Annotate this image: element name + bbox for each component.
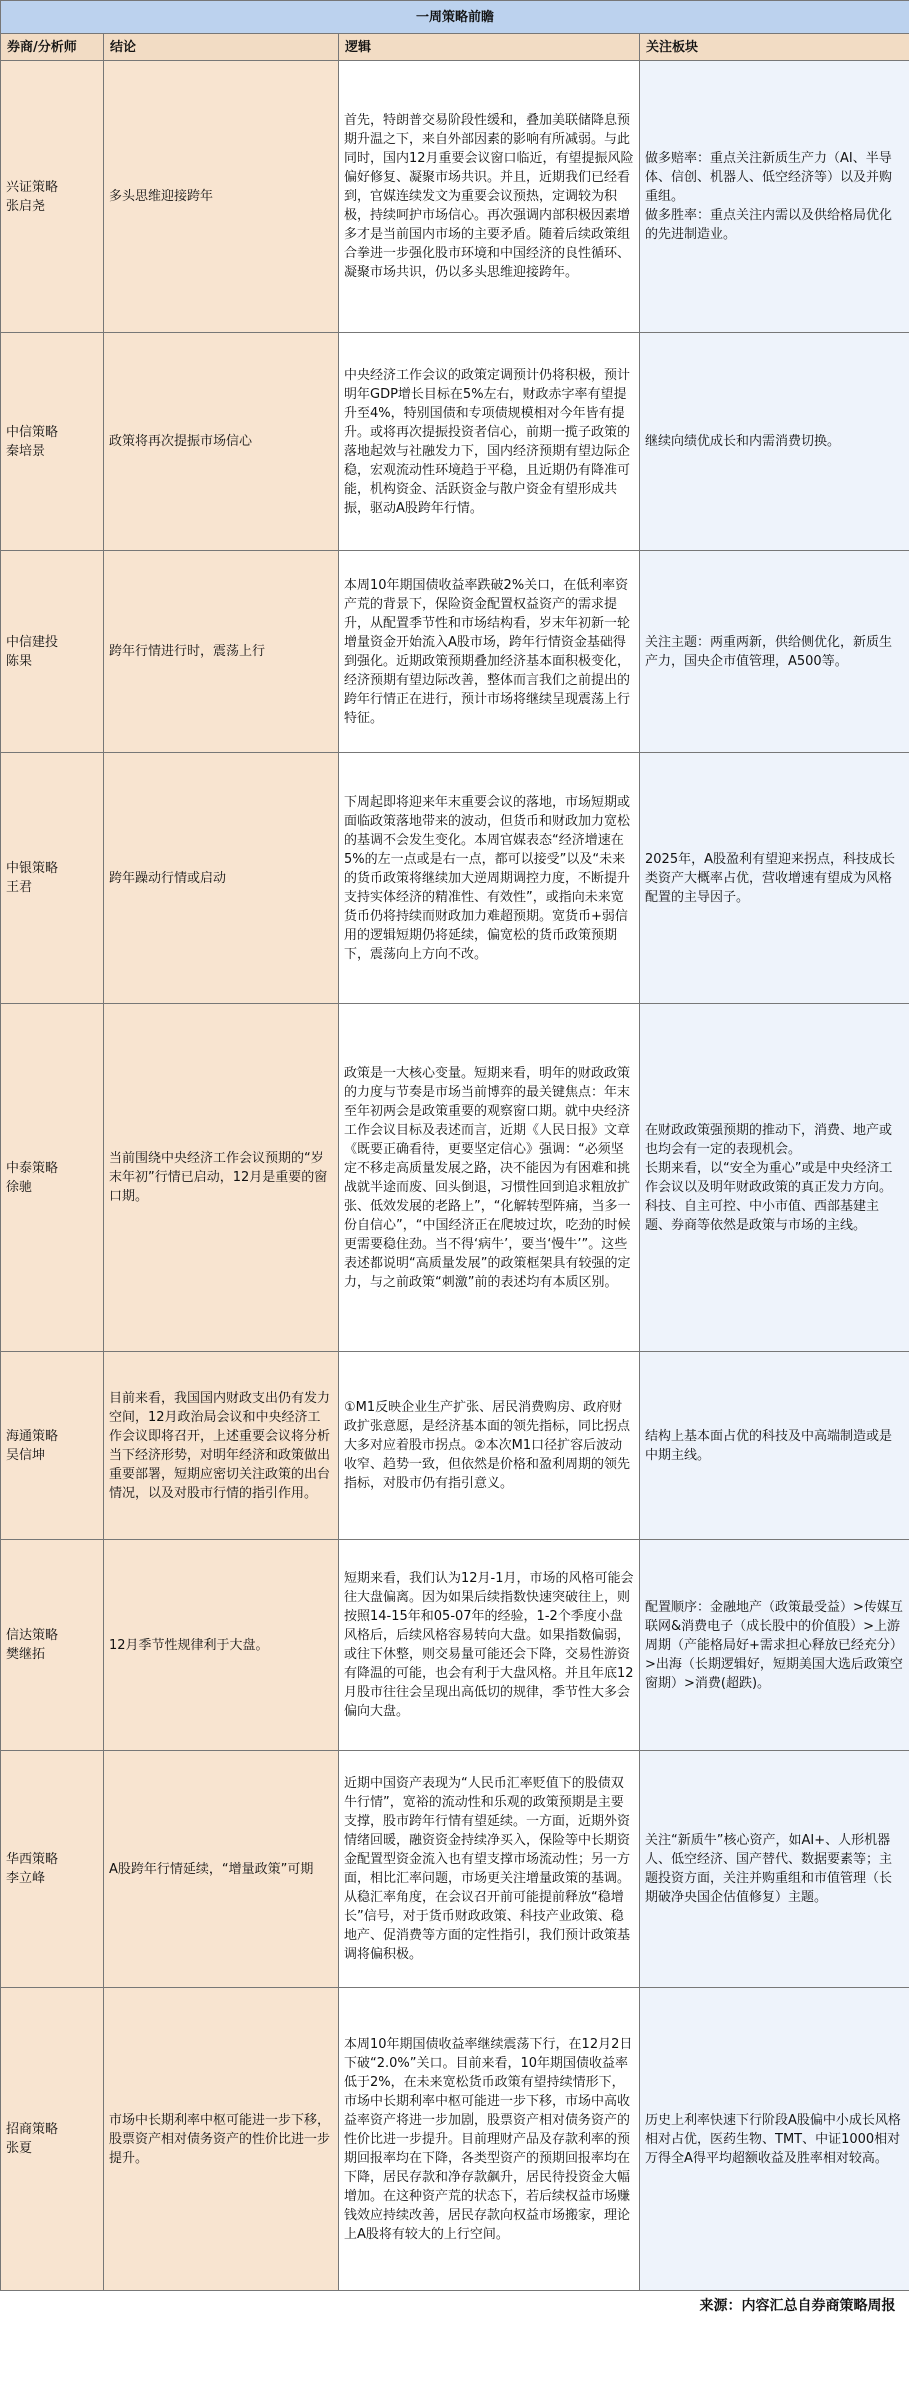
analyst-name: 张启尧 (6, 198, 46, 214)
conclusion-cell: 多头思维迎接跨年 (104, 61, 339, 333)
sector-line: 长期来看，以“安全为重心”或是中央经济工作会议以及明年财政政策的真正发力方向。科技、自主可控、中小市值、西部基建主题、券商等依然是政策与市场的主线。 (645, 1160, 893, 1233)
sector-line: 2025年，A股盈利有望迎来拐点，科技成长类资产大概率占优，营收增速有望成为风格配置的主导因子。 (645, 851, 895, 905)
analyst-name: 吴信坤 (6, 1447, 46, 1463)
sector-line: 在财政政策强预期的推动下，消费、地产或也均会有一定的表现机会。 (645, 1122, 893, 1157)
broker-cell (1, 1540, 104, 1751)
table-row (1, 1540, 909, 1751)
table-title: 一周策略前瞻 (1, 1, 909, 34)
sector-cell (640, 551, 909, 753)
sector-line: 做多胜率：重点关注内需以及供给格局优化的先进制造业。 (645, 208, 893, 242)
sector-cell (640, 1352, 909, 1540)
logic-cell: 中央经济工作会议的政策定调预计仍将积极，预计明年GDP增长目标在5%左右，财政赤字率有望提升至4%，特别国债和专项债规模相对今年皆有提升。或将再次提振投资者信心，前期一揽子政策的落地起效与社融发力下，国内经济预期有望边际企稳，宏观流动性环境趋于平稳，且近期仍有降准可能，机构资金、活跃资金与散户资金有望形成共振，驱动A股跨年行情。 (339, 333, 640, 551)
broker-name: 华西策略 (6, 1852, 59, 1867)
header-sector: 关注板块 (640, 34, 909, 61)
logic-cell: 本周10年期国债收益率继续震荡下行，在12月2日下破“2.0%”关口。目前来看，10年期国债收益率低于2%，在未来宽松货币政策有望持续情形下，市场中长期利率中枢可能进一步下移，市场中高收益率资产将进一步加剧，股票资产相对债务资产的性价比进一步提升。目前理财产品及存款利率的预期回报率均在下降，各类型资产的预期回报率均在下降，居民存款和净存款飙升，居民待投资金大幅增加。在这种资产荒的状态下，若后续权益市场赚钱效应持续改善，居民存款向权益市场搬家，理论上A股将有较大的上行空间。 (339, 1988, 640, 2291)
sector-cell (640, 1988, 909, 2291)
logic-cell: 政策是一大核心变量。短期来看，明年的财政政策的力度与节奏是市场当前博弈的最关键焦点：年末至年初两会是政策重要的观察窗口期。就中央经济工作会议目标及表述而言，近期《人民日报》文章《既要正确看待，更要坚定信心》强调：“必须坚定不移走高质量发展之路，决不能因为有困难和挑战就半途而废、回头倒退，习惯性回到追求粗放扩张、低效发展的老路上”，“化解转型阵痛，当多一份自信心”，“中国经济正在爬坡过坎，吃劲的时候更需要稳住劲。当不得‘病牛’，要当‘慢牛’”。这些表述都说明“高质量发展”的政策框架具有较强的定力，与之前政策“刺激”前的表述均有本质区别。 (339, 1004, 640, 1352)
analyst-name: 王君 (6, 880, 33, 895)
footer-row (1, 2291, 909, 2322)
sector-line: 继续向绩优成长和内需消费切换。 (645, 434, 841, 449)
header-row (1, 34, 909, 61)
sector-cell (640, 333, 909, 551)
broker-name: 中银策略 (6, 861, 59, 876)
sector-line: 关注主题：两重两新，供给侧优化，新质生产力，国央企市值管理，A500等。 (645, 634, 893, 669)
sector-cell (640, 753, 909, 1004)
table-row (1, 551, 909, 753)
table-row (1, 61, 909, 333)
sector-cell (640, 1751, 909, 1988)
analyst-name: 樊继拓 (6, 1647, 46, 1662)
header-broker: 券商/分析师 (1, 34, 104, 61)
broker-cell (1, 753, 104, 1004)
sector-cell (640, 1540, 909, 1751)
sector-line: 历史上利率快速下行阶段A股偏中小成长风格相对占优，医药生物、TMT、中证1000相对万得全A得平均超额收益及胜率相对较高。 (645, 2112, 901, 2166)
logic-cell: 近期中国资产表现为“人民币汇率贬值下的股债双牛行情”，宽裕的流动性和乐观的政策预期是主要支撑，股市跨年行情有望延续。一方面，近期外资情绪回暖，融资资金持续净买入，保险等中长期资金配置型资金流入也有望支撑市场流动性；另一方面，相比汇率问题，市场更关注增量政策的基调。从稳汇率角度，在会议召开前可能提前释放“稳增长”信号，对于货币财政政策、科技产业政策、稳地产、促消费等方面的定性指引，我们预计政策基调将偏积极。 (339, 1751, 640, 1988)
broker-cell (1, 1004, 104, 1352)
logic-cell: 短期来看，我们认为12月-1月，市场的风格可能会往大盘偏离。因为如果后续指数快速突破往上，则按照14-15年和05-07年的经验，1-2个季度小盘风格后，后续风格容易转向大盘。如果指数偏弱，或往下休整，则交易量可能还会下降，交易性游资有降温的可能，也会有利于大盘风格。并且年底12月股市往往会呈现出高低切的规律，季节性大多会偏向大盘。 (339, 1540, 640, 1751)
conclusion-cell: 跨年行情进行时，震荡上行 (104, 551, 339, 753)
broker-name: 招商策略 (6, 2122, 59, 2137)
broker-name: 信达策略 (6, 1628, 59, 1643)
broker-cell (1, 551, 104, 753)
sector-line: 关注“新质牛”核心资产，如AI+、人形机器人、低空经济、国产替代、数据要素等；主题投资方面，关注并购重组和市值管理（长期破净央国企估值修复）主题。 (645, 1833, 893, 1905)
header-logic: 逻辑 (339, 34, 640, 61)
analyst-name: 秦培景 (6, 443, 46, 459)
table-row (1, 1352, 909, 1540)
conclusion-cell: 目前来看，我国国内财政支出仍有发力空间，12月政治局会议和中央经济工作会议即将召开，上述重要会议将分析当下经济形势，对明年经济和政策做出重要部署，短期应密切关注政策的出台情况，以及对股市行情的指引作用。 (104, 1352, 339, 1540)
conclusion-cell: 政策将再次提振市场信心 (104, 333, 339, 551)
logic-cell: 首先，特朗普交易阶段性缓和，叠加美联储降息预期升温之下，来自外部因素的影响有所减弱。与此同时，国内12月重要会议窗口临近，有望提振风险偏好修复、凝聚市场共识。并且，近期我们已经看到，官媒连续发文为重要会议预热，定调较为积极，持续呵护市场信心。再次强调内部积极因素增多才是当前国内市场的主要矛盾。随着后续政策组合拳进一步强化股市环境和中国经济的良性循环、凝聚市场共识，仍以多头思维迎接跨年。 (339, 61, 640, 333)
conclusion-cell: 当前围绕中央经济工作会议预期的“岁末年初”行情已启动，12月是重要的窗口期。 (104, 1004, 339, 1352)
analyst-name: 李立峰 (6, 1871, 46, 1886)
source-note: 来源：内容汇总自券商策略周报 (1, 2291, 909, 2322)
broker-name: 海通策略 (6, 1428, 59, 1444)
table-row (1, 753, 909, 1004)
sector-line: 结构上基本面占优的科技及中高端制造或是中期主线。 (645, 1428, 893, 1463)
table-row (1, 1751, 909, 1988)
conclusion-cell: A股跨年行情延续，“增量政策”可期 (104, 1751, 339, 1988)
broker-cell (1, 1352, 104, 1540)
broker-name: 中信策略 (6, 424, 59, 440)
analyst-name: 徐驰 (6, 1179, 33, 1195)
sector-cell (640, 1004, 909, 1352)
broker-cell (1, 333, 104, 551)
analyst-name: 陈果 (6, 653, 33, 669)
conclusion-cell: 跨年躁动行情或启动 (104, 753, 339, 1004)
logic-cell: 本周10年期国债收益率跌破2%关口，在低利率资产荒的背景下，保险资金配置权益资产的需求提升，从配置季节性和市场结构看，岁末年初新一轮增量资金开始流入A股市场，跨年行情资金基础得到强化。近期政策预期叠加经济基本面积极变化，经济预期有望边际改善，整体而言我们之前提出的跨年行情正在进行，预计市场将继续呈现震荡上行特征。 (339, 551, 640, 753)
broker-name: 兴证策略 (6, 179, 59, 195)
sector-cell (640, 61, 909, 333)
broker-cell (1, 1988, 104, 2291)
broker-name: 中泰策略 (6, 1160, 59, 1176)
logic-cell: 下周起即将迎来年末重要会议的落地，市场短期或面临政策落地带来的波动，但货币和财政加力宽松的基调不会发生变化。本周官媒表态“经济增速在5%的左一点或是右一点，都可以接受”以及“未来的货币政策将继续加大逆周期调控力度，不断提升支持实体经济的精准性、有效性”，或指向未来宽货币仍将持续而财政加力难超预期。宽货币+弱信用的逻辑短期仍将延续，偏宽松的货币政策预期下，震荡向上方向不改。 (339, 753, 640, 1004)
conclusion-cell: 市场中长期利率中枢可能进一步下移，股票资产相对债务资产的性价比进一步提升。 (104, 1988, 339, 2291)
table-row (1, 1988, 909, 2291)
logic-cell: ①M1反映企业生产扩张、居民消费购房、政府财政扩张意愿，是经济基本面的领先指标，同比拐点大多对应着股市拐点。②本次M1口径扩容后波动收窄、趋势一致，但依然是价格和盈利周期的领先指标，对股市仍有指引意义。 (339, 1352, 640, 1540)
table-row (1, 1004, 909, 1352)
broker-cell (1, 61, 104, 333)
analyst-name: 张夏 (6, 2141, 33, 2156)
table-row (1, 333, 909, 551)
broker-name: 中信建投 (6, 634, 59, 650)
sector-line: 做多赔率：重点关注新质生产力（AI、半导体、信创、机器人、低空经济等）以及并购重组。 (645, 151, 893, 204)
sector-line: 配置顺序：金融地产（政策最受益）>传媒互联网&消费电子（成长股中的价值股）>上游周期（产能格局好+需求担心释放已经充分）>出海（长期逻辑好，短期美国大选后政策空窗期）>消费(超跌)。 (645, 1599, 903, 1691)
header-conclusion: 结论 (104, 34, 339, 61)
conclusion-cell: 12月季节性规律利于大盘。 (104, 1540, 339, 1751)
broker-cell (1, 1751, 104, 1988)
